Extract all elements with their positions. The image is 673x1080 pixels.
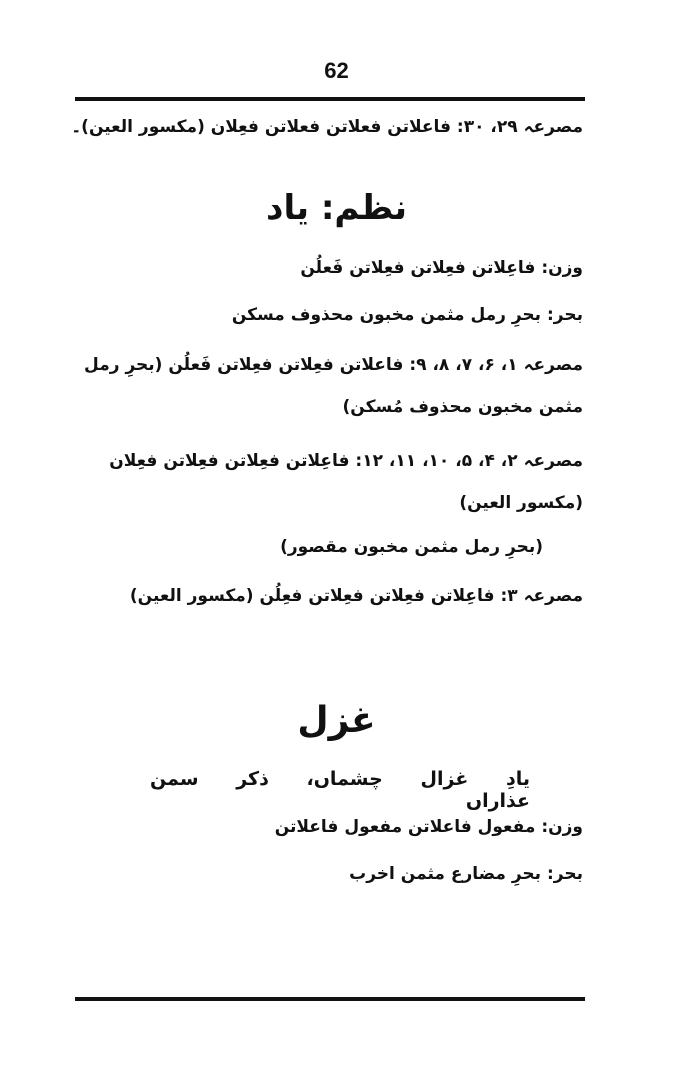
nazm-misra-group-2-bahr: (بحرِ رمل مثمن مخبون مقصور) bbox=[280, 537, 543, 557]
nazm-misra-group-2: مصرعہ ۲، ۴، ۵، ۱۰، ۱۱، ۱۲: فاعِلاتن فعِلاتن فعِلاتن فعِلان (مکسور العین) bbox=[109, 451, 583, 513]
ghazal-wazn: وزن: مفعول فاعلاتن مفعول فاعلاتن bbox=[274, 817, 583, 837]
ghazal-bahr: بحر: بحرِ مضارع مثمن اخرب bbox=[349, 864, 583, 884]
nazm-misra-group-1: مصرعہ ۱، ۶، ۷، ۸، ۹: فاعلاتن فعِلاتن فعِلاتن فَعلُن (بحرِ رمل مثمن مخبون محذوف مُسکن) bbox=[84, 355, 583, 417]
ghazal-heading: غزل bbox=[297, 700, 376, 741]
top-rule bbox=[75, 97, 585, 101]
ghazal-verse: یادِ غزال چشماں، ذکر سمن عذاراں bbox=[150, 768, 530, 812]
nazm-wazn: وزن: فاعِلاتن فعِلاتن فعِلاتن فَعلُن bbox=[300, 258, 583, 278]
nazm-heading: نظم: یاد bbox=[266, 188, 407, 228]
intro-line: مصرعہ ۲۹، ۳۰: فاعلاتن فعلاتن فعلاتن فعِلان (مکسور العین)۔ bbox=[71, 117, 583, 137]
page-number: 62 bbox=[324, 58, 349, 83]
nazm-misra-group-3: مصرعہ ۳: فاعِلاتن فعِلاتن فعِلاتن فعِلُن (مکسور العین) bbox=[129, 586, 583, 606]
bottom-rule bbox=[75, 997, 585, 1001]
nazm-bahr: بحر: بحرِ رمل مثمن مخبون محذوف مسکن bbox=[231, 305, 583, 325]
